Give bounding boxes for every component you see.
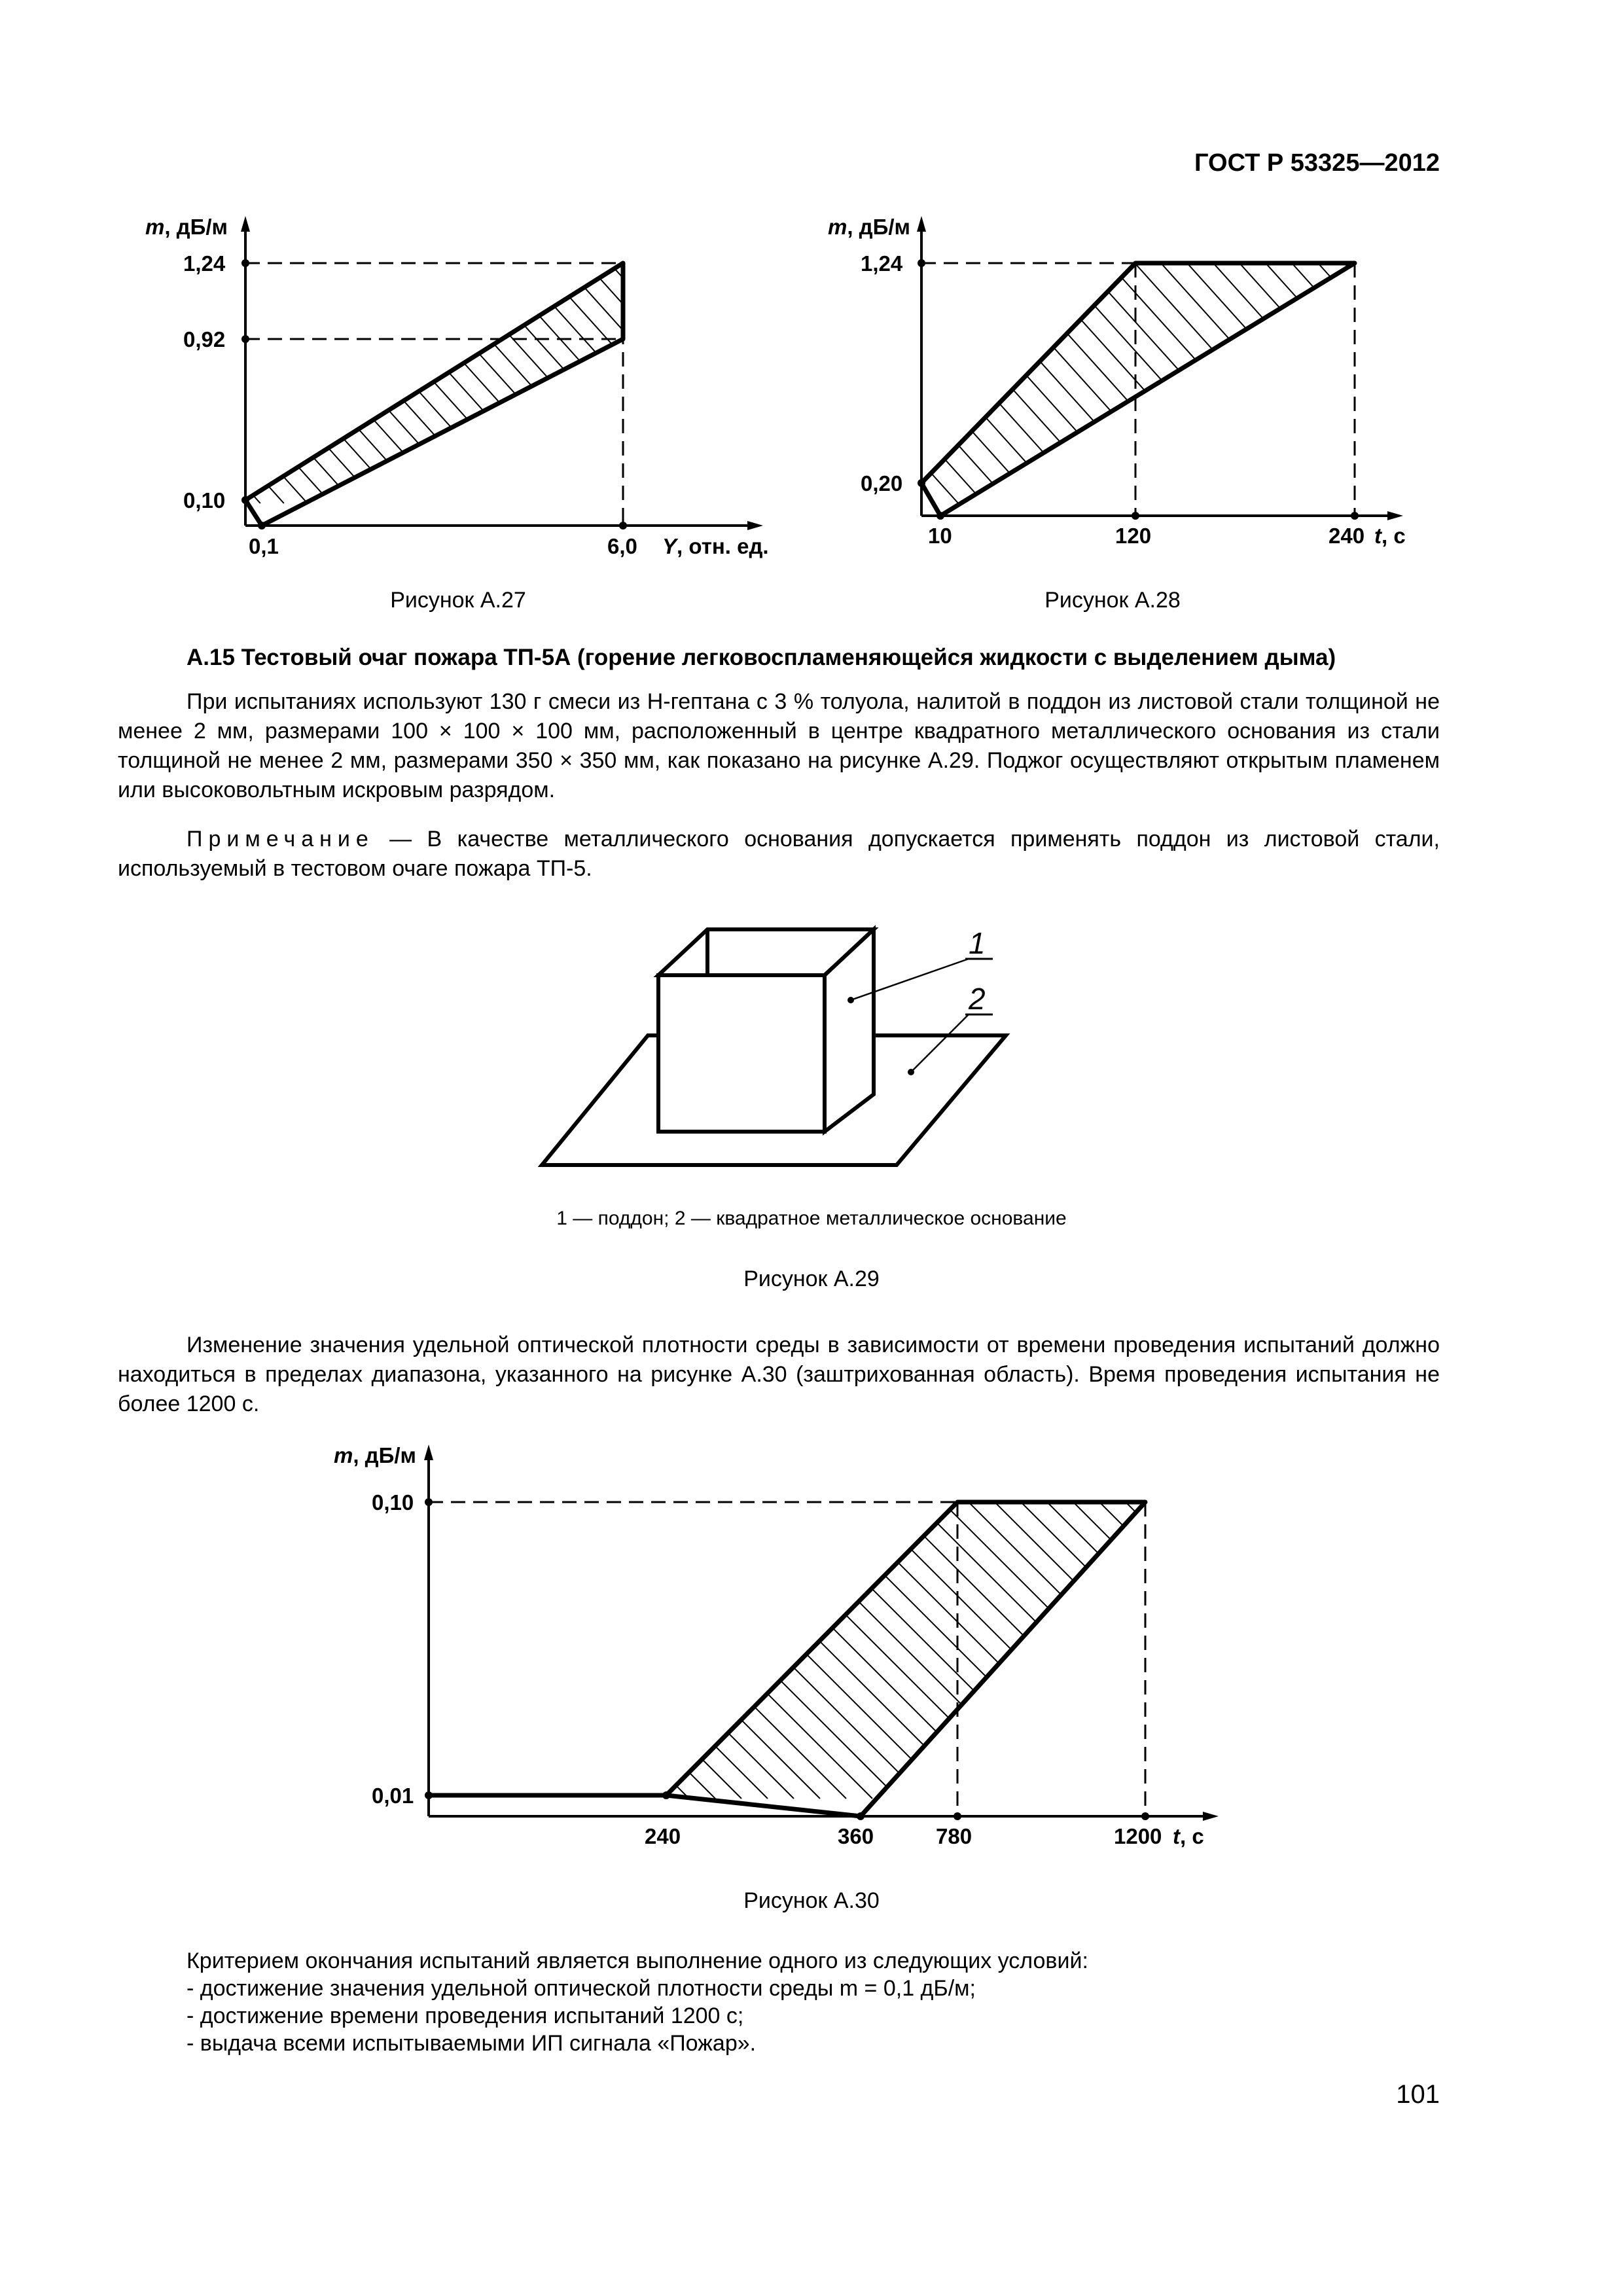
- hatch-line: [1175, 1499, 1263, 1799]
- hatch-line: [468, 1499, 768, 1799]
- x-tick-label: 10: [928, 524, 952, 548]
- y-tick-label: 1,24: [183, 251, 226, 276]
- x-tick-label: 0,1: [249, 534, 279, 558]
- tick-dot: [1132, 512, 1139, 520]
- hatched-area: [131, 260, 785, 503]
- hatch-line: [389, 1499, 689, 1799]
- leader-dot-2: [908, 1069, 914, 1075]
- paragraph-2: [118, 1331, 1440, 1419]
- hatch-line: [131, 260, 166, 503]
- tick-dot: [241, 496, 249, 504]
- x-tick-label: 780: [936, 1824, 972, 1848]
- hatch-line: [131, 260, 190, 503]
- hatch-line: [1184, 260, 1417, 519]
- figure-a27-caption: Рисунок А.27: [390, 588, 526, 613]
- hatch-line: [253, 260, 473, 503]
- hatch-line: [991, 1499, 1263, 1799]
- tick-dot: [662, 1791, 670, 1799]
- hatch-line: [1132, 260, 1364, 519]
- leader-line-2: [911, 1014, 969, 1072]
- section-heading: А.15 Тестовый очаг пожара ТП-5А (горение легковоспламеняющейся жидкости с выделением дыма): [187, 645, 1336, 670]
- chart-a28: [805, 208, 1459, 562]
- y-tick-label: 1,24: [861, 251, 903, 276]
- hatch-line: [395, 260, 614, 503]
- hatch-line: [494, 1499, 794, 1799]
- hatch-line: [300, 260, 520, 503]
- hatch-line: [314, 1499, 611, 1799]
- hatch-line: [1122, 1499, 1263, 1799]
- hatch-line: [817, 260, 1050, 519]
- tick-dot: [425, 1498, 433, 1506]
- tick-dot: [857, 1812, 865, 1820]
- hatch-line: [206, 260, 425, 503]
- hatch-line: [131, 260, 284, 503]
- hatch-line: [583, 260, 785, 503]
- chart-a30: [314, 1437, 1263, 1862]
- hatch-line: [442, 1499, 741, 1799]
- hatch-line: [1210, 260, 1443, 519]
- hatch-line: [630, 260, 785, 503]
- hatch-line: [418, 260, 637, 503]
- figure-a29-drawing: [537, 906, 1060, 1181]
- y-tick-label: 0,92: [183, 327, 226, 351]
- tick-dot: [936, 512, 944, 520]
- x-tick-label: 240: [645, 1824, 681, 1848]
- label-1: 1: [969, 926, 986, 960]
- y-axis-arrow: [917, 216, 926, 232]
- range-polygon: [245, 263, 623, 526]
- hatch-line: [314, 1499, 454, 1799]
- x-tick-label: 120: [1115, 524, 1152, 548]
- hatch-line: [607, 260, 785, 503]
- list-item: - достижение времени проведения испытаний 1200 с;: [187, 2003, 744, 2028]
- hatch-line: [1289, 260, 1459, 519]
- page-number: 101: [1396, 2080, 1440, 2109]
- hatch-line: [230, 260, 449, 503]
- x-axis-label: t, с: [1173, 1824, 1204, 1848]
- y-axis-label: m, дБ/м: [334, 1443, 416, 1467]
- hatch-line: [805, 260, 1025, 519]
- x-tick-label: 1200: [1114, 1824, 1162, 1848]
- tick-dot: [619, 522, 627, 529]
- criteria-list: [187, 1975, 976, 2057]
- hatch-line: [1018, 1499, 1263, 1799]
- hatch-line: [314, 1499, 584, 1799]
- hatch-line: [870, 260, 1103, 519]
- tick-dot: [918, 479, 925, 487]
- tray-front: [658, 975, 825, 1132]
- hatch-line: [183, 260, 402, 503]
- y-axis-label: m, дБ/м: [145, 215, 228, 239]
- dashed-guides: [429, 1502, 1145, 1816]
- range-polygon: [921, 263, 1355, 516]
- hatch-line: [1070, 1499, 1263, 1799]
- y-tick-label: 0,01: [372, 1784, 414, 1808]
- hatch-line: [1158, 260, 1391, 519]
- figure-a30-caption: Рисунок А.30: [743, 1888, 880, 1913]
- hatch-line: [1105, 260, 1338, 519]
- x-axis-label: t, с: [1374, 524, 1406, 548]
- hatch-line: [1044, 1499, 1263, 1799]
- figure-a29-caption: Рисунок А.29: [743, 1266, 880, 1291]
- tick-dot: [258, 522, 266, 529]
- hatch-line: [416, 1499, 715, 1799]
- hatch-line: [337, 1499, 637, 1799]
- x-tick-label: 360: [838, 1824, 874, 1848]
- hatch-line: [363, 1499, 663, 1799]
- hatch-line: [1079, 260, 1312, 519]
- note-label: Примечание: [187, 827, 374, 852]
- tick-dot: [918, 259, 925, 267]
- hatch-line: [131, 260, 213, 503]
- x-axis-arrow: [747, 521, 763, 530]
- hatch-line: [131, 260, 237, 503]
- hatch-line: [560, 260, 779, 503]
- hatch-line: [805, 260, 815, 519]
- hatch-line: [465, 260, 685, 503]
- paragraph-2-text: Изменение значения удельной оптической плотности среды в зависимости от времени проведения испытаний должно находиться в пределах диапазона, указанного на рисунке А.30 (заштрихованная область). Время проведения испытания не более 1200 с.: [118, 1333, 1440, 1416]
- hatch-line: [1236, 260, 1459, 519]
- tick-dot: [1141, 1812, 1149, 1820]
- tick-dot: [241, 259, 249, 267]
- x-tick-label: 6,0: [607, 534, 637, 558]
- hatched-area: [314, 1499, 1263, 1799]
- document-header: ГОСТ Р 53325—2012: [1194, 149, 1440, 177]
- hatch-line: [1149, 1499, 1263, 1799]
- hatch-line: [1001, 260, 1234, 519]
- hatch-line: [314, 1499, 532, 1799]
- y-axis-label: m, дБ/м: [828, 215, 910, 239]
- leader-dot-1: [847, 997, 854, 1003]
- hatch-line: [1096, 1499, 1263, 1799]
- hatch-line: [1341, 260, 1459, 519]
- hatch-line: [131, 260, 260, 503]
- y-axis-arrow: [241, 216, 250, 232]
- paragraph-1: [118, 687, 1440, 805]
- list-item: - выдача всеми испытываемыми ИП сигнала «Пожар».: [187, 2031, 757, 2056]
- x-axis-arrow: [1203, 1812, 1219, 1821]
- x-axis-label: Y, отн. ед.: [662, 534, 769, 558]
- tick-dot: [954, 1812, 961, 1820]
- figure-a29-legend: 1 — поддон; 2 — квадратное металлическое основание: [556, 1208, 1067, 1229]
- paragraph-1-text: При испытаниях используют 130 г смеси из Н-гептана с 3 % толуола, налитой в поддон из листовой стали толщиной не менее 2 мм, размерами 100 × 100 × 100 мм, расположенный в центре квадратного металлического основания из стали толщиной не менее 2 мм, размерами 350 × 350 мм, как показано на рисунке А.29. Поджог осуществляют открытым пламенем или высоковольтным искровым разрядом.: [118, 689, 1440, 802]
- tick-dot: [241, 335, 249, 343]
- chart-a27: [131, 208, 785, 562]
- hatch-line: [1053, 260, 1286, 519]
- hatch-line: [520, 1499, 820, 1799]
- tick-dot: [1351, 512, 1359, 520]
- x-tick-label: 240: [1329, 524, 1365, 548]
- hatch-line: [314, 1499, 480, 1799]
- hatch-line: [489, 260, 708, 503]
- hatch-line: [277, 260, 496, 503]
- note: [118, 825, 1440, 884]
- figure-a28-caption: Рисунок А.28: [1044, 588, 1181, 613]
- hatch-line: [371, 260, 590, 503]
- hatch-line: [314, 1499, 558, 1799]
- hatch-line: [314, 1499, 506, 1799]
- y-tick-label: 0,10: [372, 1490, 414, 1515]
- hatch-line: [546, 1499, 846, 1799]
- dashed-guides: [245, 263, 623, 526]
- hatched-area: [805, 260, 1459, 519]
- hatch-line: [442, 260, 661, 503]
- tick-dot: [425, 1791, 433, 1799]
- note-wrapper: [118, 825, 1440, 884]
- y-axis-arrow: [424, 1444, 433, 1460]
- hatch-line: [654, 260, 785, 503]
- hatch-line: [1315, 260, 1459, 519]
- y-tick-label: 0,10: [183, 488, 226, 512]
- label-2: 2: [969, 982, 986, 1016]
- list-item: - достижение значения удельной оптической плотности среды m = 0,1 дБ/м;: [187, 1976, 976, 2001]
- hatch-line: [805, 260, 842, 519]
- hatch-line: [131, 260, 143, 503]
- note-text: — В качестве металлического основания допускается применять поддон из листовой стали, используемый в тестовом очаге пожара ТП-5.: [118, 827, 1440, 881]
- hatch-line: [1367, 260, 1459, 519]
- hatch-line: [805, 260, 868, 519]
- y-tick-label: 0,20: [861, 471, 903, 495]
- hatch-line: [131, 260, 308, 503]
- x-axis-arrow: [1387, 511, 1403, 520]
- hatch-line: [159, 260, 378, 503]
- hatch-line: [922, 260, 1155, 519]
- criteria-intro: Критерием окончания испытаний является выполнение одного из следующих условий:: [187, 1948, 1088, 1973]
